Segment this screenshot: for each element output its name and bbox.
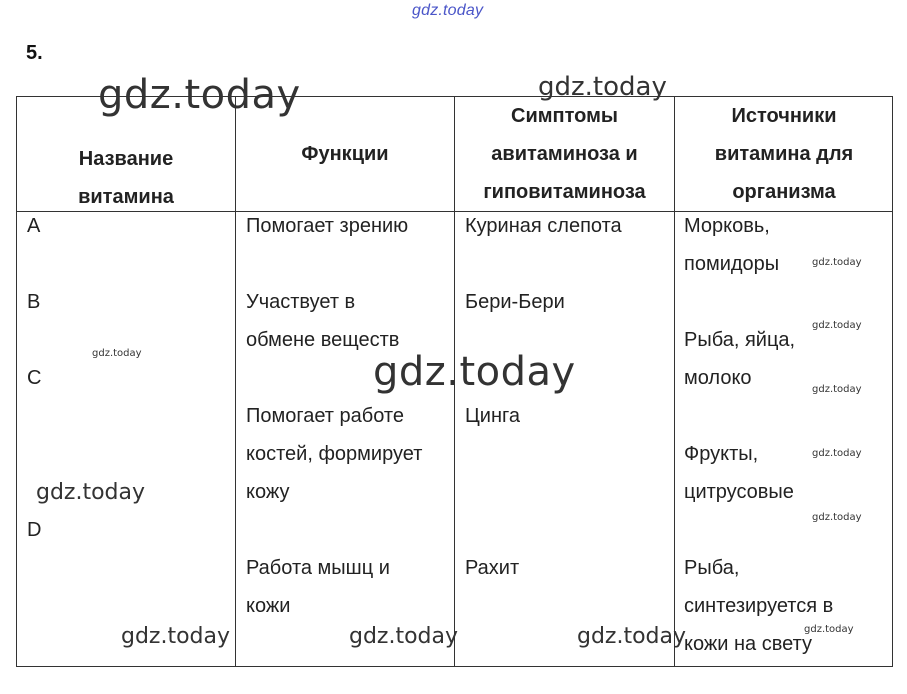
watermark: gdz.today xyxy=(812,320,862,331)
function-b: Участвует в обмене веществ xyxy=(246,291,400,351)
source-b: Рыба, яйца, молоко xyxy=(684,329,796,389)
watermark: gdz.today xyxy=(812,512,862,523)
vitamin-name-a: A xyxy=(27,215,41,237)
watermark: gdz.today xyxy=(349,624,459,649)
header-functions: Функции xyxy=(301,143,389,165)
watermark: gdz.today xyxy=(92,348,142,359)
watermark: gdz.today xyxy=(373,349,576,395)
function-d: Работа мышц и кожи xyxy=(246,557,390,617)
symptom-b: Бери-Бери xyxy=(465,291,565,313)
header-vitamin-name: Название витамина xyxy=(78,148,174,208)
watermark: gdz.today xyxy=(812,384,862,395)
task-number: 5. xyxy=(26,42,43,64)
symptom-c: Цинга xyxy=(465,405,520,427)
watermark: gdz.today xyxy=(98,72,301,118)
header-sources: Источники витамина для организма xyxy=(714,105,854,203)
function-a: Помогает зрению xyxy=(246,215,409,237)
symptom-a: Куриная слепота xyxy=(465,215,622,237)
function-c: Помогает работе костей, формирует кожу xyxy=(246,405,423,503)
watermark: gdz.today xyxy=(577,624,687,649)
vitamin-name-c: C xyxy=(27,367,42,389)
symptom-d: Рахит xyxy=(465,557,520,579)
source-c: Фрукты, цитрусовые xyxy=(684,443,794,503)
watermark: gdz.today xyxy=(812,448,862,459)
watermark: gdz.today xyxy=(121,624,231,649)
source-a: Морковь, помидоры xyxy=(684,215,780,275)
watermark: gdz.today xyxy=(812,257,862,268)
vitamin-name-b: B xyxy=(27,291,41,313)
watermark-top: gdz.today xyxy=(412,2,484,19)
source-d: Рыба, синтезируется в кожи на свету xyxy=(684,557,834,655)
watermark: gdz.today xyxy=(538,72,667,102)
watermark: gdz.today xyxy=(804,624,854,635)
header-symptoms: Симптомы авитаминоза и гиповитаминоза xyxy=(483,105,646,203)
watermark: gdz.today xyxy=(36,480,146,505)
vitamin-name-d: D xyxy=(27,519,42,541)
